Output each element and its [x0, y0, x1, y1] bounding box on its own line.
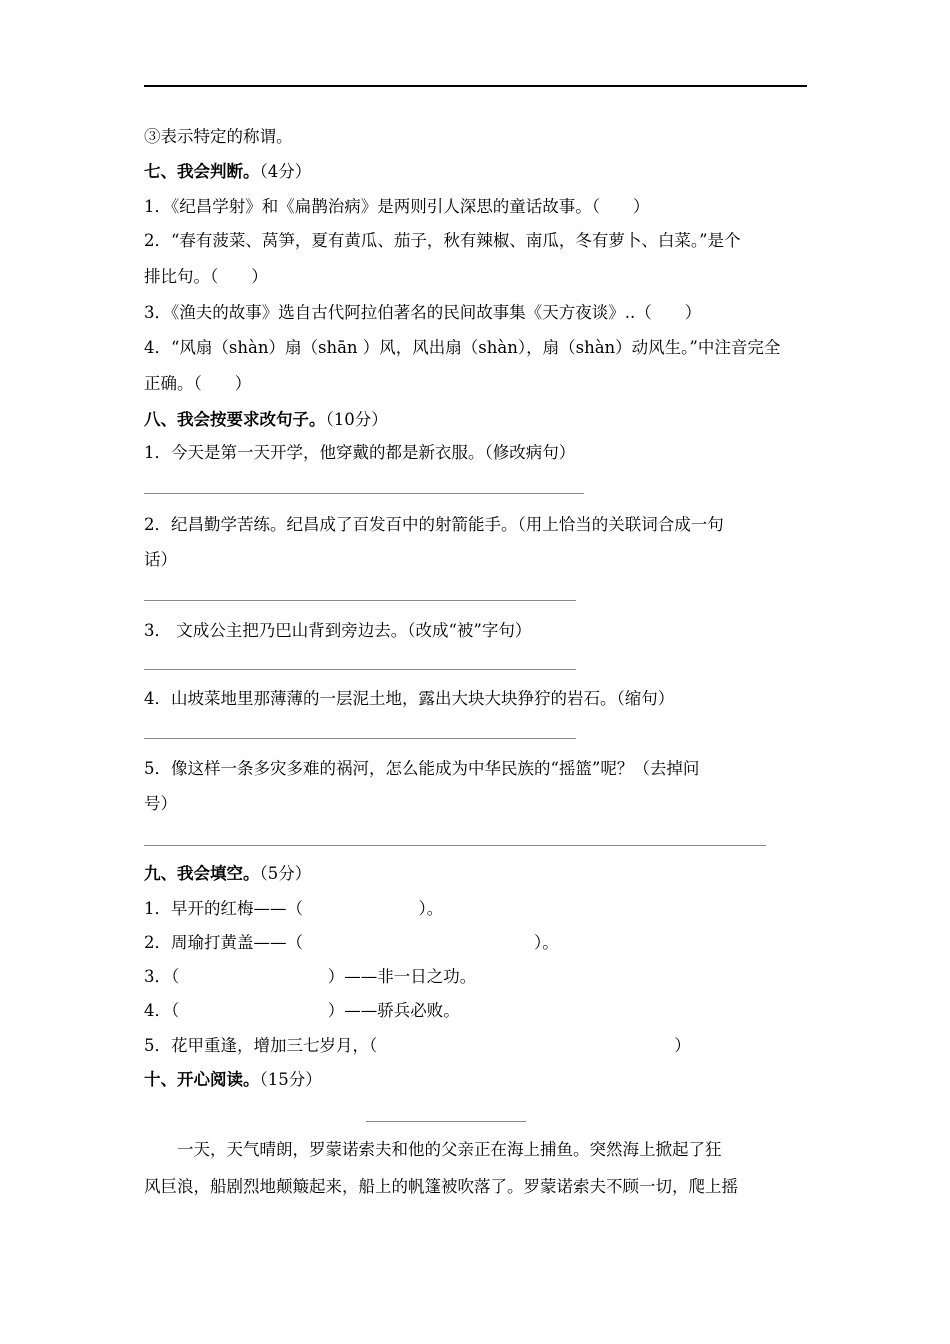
question-8-5: 5．像这样一条多灾多难的祸河，怎么能成为中华民族的“摇篮”呢？（去掉问	[144, 759, 700, 778]
section-8-score: （10分）	[325, 410, 388, 429]
question-7-1: 1．《纪昌学射》和《扁鹊治病》是两则引人深思的童话故事。（ ）	[144, 197, 650, 216]
answer-line[interactable]	[144, 845, 766, 846]
passage-line: 一天，天气晴朗，罗蒙诺索夫和他的父亲正在海上捕鱼。突然海上掀起了狂	[144, 1140, 722, 1159]
answer-line[interactable]	[144, 600, 576, 601]
question-8-3: 3． 文成公主把乃巴山背到旁边去。（改成“被”字句）	[144, 621, 532, 640]
passage-line: 风巨浪，船剧烈地颠簸起来，船上的帆篷被吹落了。罗蒙诺索夫不顾一切，爬上摇	[144, 1177, 738, 1196]
section-8-title: 八、我会按要求改句子。	[144, 410, 326, 429]
question-9-1: 1．早开的红梅——（ ）。	[144, 899, 444, 918]
section-7-heading	[144, 161, 311, 183]
question-8-1: 1．今天是第一天开学，他穿戴的都是新衣服。（修改病句）	[144, 443, 576, 462]
header-rule	[144, 85, 807, 87]
section-8-heading	[144, 409, 388, 431]
answer-line[interactable]	[144, 738, 576, 739]
answer-line[interactable]	[144, 493, 584, 494]
section-9-score: （5分）	[259, 864, 312, 883]
question-9-5: 5．花甲重逢，增加三七岁月，（ ）	[144, 1036, 691, 1055]
question-7-2: 2．“春有菠菜、莴笋，夏有黄瓜、茄子，秋有辣椒、南瓜，冬有萝卜、白菜。”是个	[144, 231, 741, 250]
question-8-2-cont: 话）	[144, 550, 177, 569]
section-7-score: （4分）	[259, 162, 312, 181]
section-7-title: 七、我会判断。	[144, 162, 260, 181]
section-9-heading	[144, 863, 311, 885]
question-7-3: 3．《渔夫的故事》选自古代阿拉伯著名的民间故事集《天方夜谈》..（ ）	[144, 303, 702, 322]
answer-line[interactable]	[144, 669, 576, 670]
section-10-heading	[144, 1069, 322, 1091]
question-9-3: 3．（ ）——非一日之功。	[144, 967, 477, 986]
question-8-2: 2．纪昌勤学苦练。纪昌成了百发百中的射箭能手。（用上恰当的关联词合成一句	[144, 515, 724, 534]
question-7-4-cont: 正确。（ ）	[144, 374, 252, 393]
passage-title-blank	[366, 1121, 526, 1122]
section-10-score: （15分）	[259, 1070, 322, 1089]
text-line: ③表示特定的称谓。	[144, 127, 293, 146]
question-9-2: 2．周瑜打黄盖——（ ）。	[144, 933, 559, 952]
question-7-2-cont: 排比句。（ ）	[144, 267, 268, 286]
section-9-title: 九、我会填空。	[144, 864, 260, 883]
section-10-title: 十、开心阅读。	[144, 1070, 260, 1089]
question-7-4: 4．“风扇（shàn）扇（shān ）风，风出扇（shàn），扇（shàn）动风生。”中注音完全	[144, 338, 781, 357]
question-9-4: 4．（ ）——骄兵必败。	[144, 1001, 460, 1020]
question-8-5-cont: 号）	[144, 794, 177, 813]
question-8-4: 4．山坡菜地里那薄薄的一层泥土地，露出大块大块狰狞的岩石。（缩句）	[144, 689, 675, 708]
